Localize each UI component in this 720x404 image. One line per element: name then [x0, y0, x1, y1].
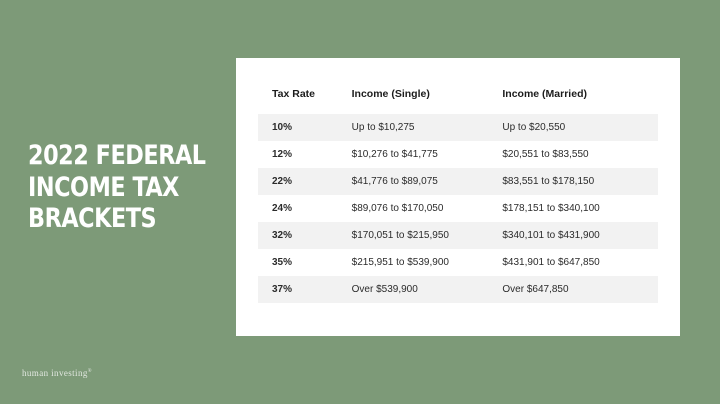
cell-income-married: $431,901 to $647,850: [502, 257, 600, 268]
table-row: [258, 222, 658, 249]
column-header-income-married: Income (Married): [502, 88, 587, 100]
cell-tax-rate: 12%: [272, 149, 293, 160]
page-title: [28, 140, 212, 235]
registered-mark: ®: [87, 369, 92, 374]
cell-income-single: Up to $10,275: [352, 114, 503, 141]
table-header: [258, 82, 658, 114]
table-row: [258, 141, 658, 168]
page-title-line-2: INCOME TAX: [28, 171, 179, 203]
cell-tax-rate: 22%: [258, 168, 352, 195]
column-header-tax-rate: Tax Rate: [272, 88, 315, 100]
table-body: [258, 114, 658, 303]
table-row: [258, 195, 658, 222]
cell-tax-rate: 24%: [272, 203, 293, 214]
table-row: [258, 168, 658, 195]
cell-income-married: $20,551 to $83,550: [502, 149, 589, 160]
cell-tax-rate: 37%: [258, 276, 352, 303]
cell-tax-rate: 35%: [272, 257, 293, 268]
cell-income-single: $170,051 to $215,950: [352, 222, 503, 249]
page-title-line-3: BRACKETS: [28, 203, 157, 235]
table-row: [258, 114, 658, 141]
cell-income-married: $340,101 to $431,900: [502, 222, 658, 249]
tax-brackets-table: [258, 82, 658, 303]
table-card: [236, 58, 680, 336]
cell-income-married: Up to $20,550: [502, 114, 658, 141]
cell-income-married: $178,151 to $340,100: [502, 203, 600, 214]
brand-name: human investing: [22, 368, 88, 378]
cell-income-single: Over $539,900: [352, 276, 503, 303]
cell-income-single: $89,076 to $170,050: [351, 203, 444, 214]
cell-income-single: $41,776 to $89,075: [352, 168, 503, 195]
page-title-line-1: 2022 FEDERAL: [28, 140, 206, 171]
cell-tax-rate: 32%: [258, 222, 352, 249]
brand-logo: [22, 368, 92, 378]
table-header-row: [258, 82, 658, 114]
cell-income-married: $83,551 to $178,150: [502, 168, 658, 195]
cell-income-married: Over $647,850: [502, 276, 658, 303]
table-row: [258, 276, 658, 303]
cell-tax-rate: 10%: [258, 114, 352, 141]
table-row: [258, 249, 658, 276]
cell-income-single: $215,951 to $539,900: [351, 257, 449, 268]
cell-income-single: $10,276 to $41,775: [351, 149, 438, 160]
column-header-income-single: Income (Single): [351, 88, 430, 100]
